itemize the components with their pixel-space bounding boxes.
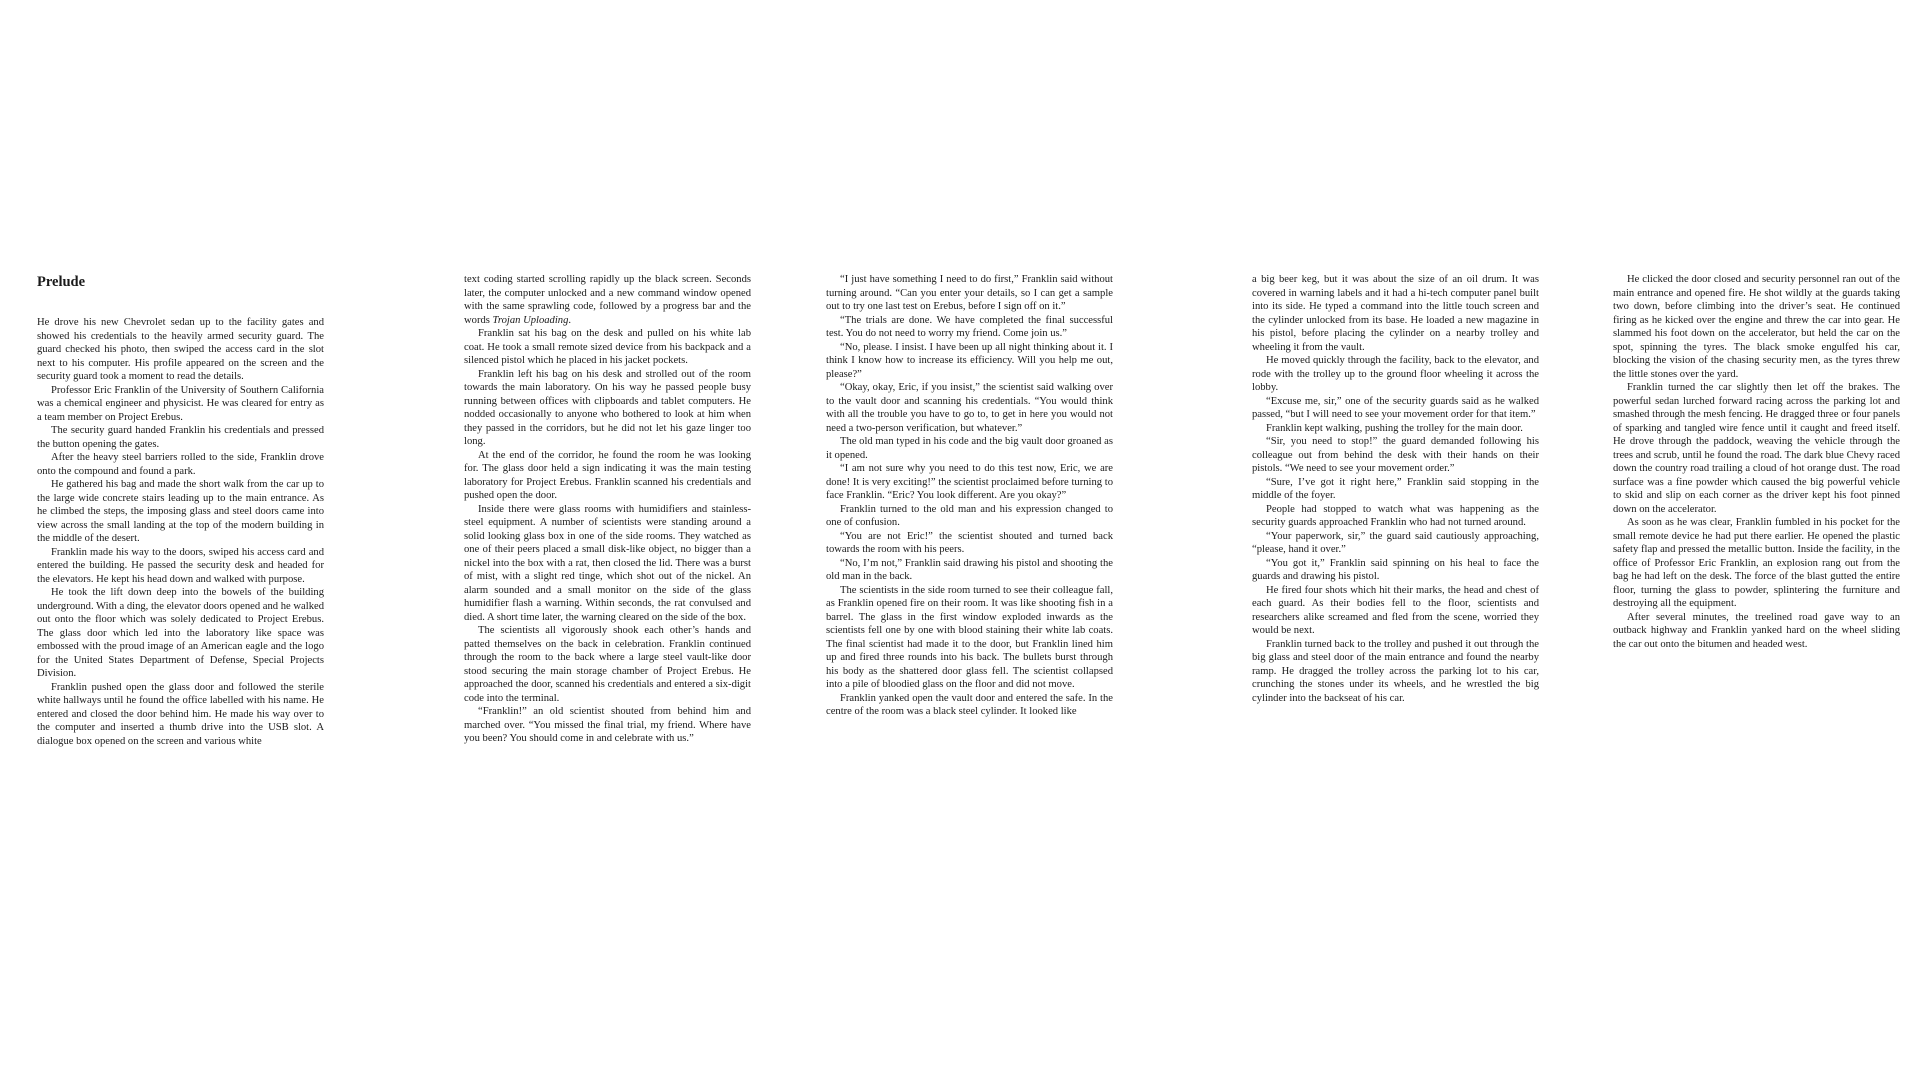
page-3 bbox=[826, 273, 1113, 719]
paragraph-text: Franklin pushed open the glass door and followed the sterile white hallways until he found the office labelled with his name. He entered and closed the door behind him. He made his way over to the computer and inserted a thumb drive into the USB slot. A dialogue box opened on the screen and various white bbox=[37, 681, 324, 747]
paragraph-text: “Sir, you need to stop!” the guard demanded following his colleague out from behind the desk with their hands on their pistols. “We need to see your movement order.” bbox=[1252, 436, 1539, 474]
paragraph bbox=[826, 273, 1113, 314]
paragraph bbox=[37, 478, 324, 546]
paragraph-text: Inside there were glass rooms with humidifiers and stainless-steel equipment. A number of scientists were standing around a solid looking glass box in one of the side rooms. They watched as one of their peers placed a small disk-like object, no bigger than a nickel into the box with a rat, then closed the lid. There was a burst of mist, with a slight red tinge, which shot out of the nickel. An alarm sounded and a small monitor on the side of the glass humidifier flash a warning. Within seconds, the rat convulsed and died. A short time later, the warning cleared on the side of the box. bbox=[464, 503, 751, 623]
paragraph bbox=[826, 530, 1113, 557]
paragraph-text: He fired four shots which hit their marks, the head and chest of each guard. As their bodies fell to the floor, scientists and researchers alike screamed and fled from the scene, worried they would be next. bbox=[1252, 584, 1539, 636]
paragraph-text: “I just have something I need to do first,” Franklin said without turning around. “Can you enter your details, so I can get a sample out to try one last test on Erebus, before I sign off on it.” bbox=[826, 274, 1113, 312]
paragraph-text: People had stopped to watch what was happening as the security guards approached Franklin who had not turned around. bbox=[1252, 503, 1539, 528]
paragraph-text: Franklin turned to the old man and his expression changed to one of confusion. bbox=[826, 503, 1113, 528]
paragraph bbox=[1252, 354, 1539, 395]
paragraph-text: He drove his new Chevrolet sedan up to the facility gates and showed his credentials to the heavily armed security guard. The guard checked his photo, then swiped the access card in the slot next to his computer. His profile appeared on the screen and the security guard took a moment to read the details. bbox=[37, 317, 324, 382]
paragraph bbox=[1252, 435, 1539, 476]
paragraph bbox=[826, 692, 1113, 719]
paragraph-text: The scientists in the side room turned to see their colleague fall, as Franklin opened fire on their room. It was like shooting fish in a barrel. The glass in the first window exploded inwards as the scientists fell one by one with blood staining their white lab coats. The final scientist had made it to the door, but Franklin lined him up and fired three rounds into his back. The bullets burst through his body as the shattered door glass fell. The scientist collapsed into a pile of bloodied glass on the floor and did not move. bbox=[826, 584, 1113, 690]
paragraph-text: text coding started scrolling rapidly up the black screen. Seconds later, the computer unlocked and a new command window opened with the same sprawling code, followed by a progress bar and the words bbox=[464, 274, 751, 326]
page-body bbox=[826, 273, 1113, 719]
page-body bbox=[1613, 273, 1900, 651]
page-body bbox=[1252, 273, 1539, 705]
paragraph-text: The old man typed in his code and the big vault door groaned as it opened. bbox=[826, 436, 1113, 461]
paragraph-text: “Franklin!” an old scientist shouted from behind him and marched over. “You missed the final trial, my friend. Where have you been? You should come in and celebrate with us.” bbox=[464, 706, 751, 744]
paragraph-text: He clicked the door closed and security personnel ran out of the main entrance and opened fire. He shot wildly at the guards taking two down, before climbing into the driver’s seat. He continued firing as he kicked over the engine and threw the car into gear. He slammed his foot down on the accelerator, but held the car on the spot, spinning the tyres. The black smoke engulfed his car, blocking the vision of the chasing security men, as the tyres threw the little stones over the yard. bbox=[1613, 274, 1900, 380]
paragraph bbox=[464, 368, 751, 449]
paragraph-text: “The trials are done. We have completed the final successful test. You do not need to worry my friend. Come join us.” bbox=[826, 314, 1113, 339]
paragraph bbox=[1613, 516, 1900, 611]
paragraph-text: Franklin kept walking, pushing the trolley for the main door. bbox=[1266, 422, 1523, 434]
paragraph bbox=[37, 586, 324, 681]
paragraph-text: a big beer keg, but it was about the size of an oil drum. It was covered in warning labels and it had a hi-tech computer panel built into its side. He typed a command into the little touch screen and the cylinder unlocked from its base. He loaded a new magazine in his pistol, before placing the cylinder on a nearby trolley and wheeling it from the vault. bbox=[1252, 274, 1539, 353]
paragraph-text: “Your paperwork, sir,” the guard said cautiously approaching, “please, hand it over.” bbox=[1252, 530, 1539, 555]
paragraph-text: After the heavy steel barriers rolled to the side, Franklin drove onto the compound and found a park. bbox=[37, 452, 324, 477]
page-body bbox=[464, 273, 751, 746]
paragraph bbox=[826, 314, 1113, 341]
paragraph bbox=[37, 424, 324, 451]
paragraph bbox=[464, 503, 751, 625]
paragraph bbox=[464, 327, 751, 368]
paragraph bbox=[464, 273, 751, 327]
chapter-title: Prelude bbox=[37, 274, 86, 290]
paragraph bbox=[37, 681, 324, 749]
paragraph bbox=[1252, 273, 1539, 354]
page-4 bbox=[1252, 273, 1539, 705]
paragraph-text: The security guard handed Franklin his credentials and pressed the button opening the gates. bbox=[37, 425, 324, 450]
paragraph bbox=[826, 584, 1113, 692]
paragraph-text: “I am not sure why you need to do this test now, Eric, we are done! It is very exciting!” the scientist proclaimed before turning to face Franklin. “Eric? You look different. Are you okay?” bbox=[826, 463, 1113, 501]
paragraph-text: The scientists all vigorously shook each other’s hands and patted themselves on the back in celebration. Franklin continued through the room to the back where a large steel vault-like door stood securing the main storage chamber of Project Erebus. He approached the door, scanned his credentials and entered a six-digit code into the terminal. bbox=[464, 625, 751, 704]
paragraph bbox=[1252, 584, 1539, 638]
paragraph bbox=[37, 384, 324, 425]
paragraph-text: He took the lift down deep into the bowels of the building underground. With a ding, the elevator doors opened and he walked out onto the floor which was solely dedicated to Project Erebus. The glass door which led into the laboratory like space was embossed with the proud image of an American eagle and the logo for the United States Department of Defense, Special Projects Division. bbox=[37, 587, 324, 679]
paragraph-text: After several minutes, the treelined road gave way to an outback highway and Franklin yanked hard on the wheel sliding the car out onto the bitumen and headed west. bbox=[1613, 611, 1900, 650]
paragraph bbox=[1252, 422, 1539, 436]
page-5 bbox=[1613, 273, 1900, 651]
paragraph-text: Franklin left his bag on his desk and strolled out of the room towards the main laboratory. On his way he passed people busy running between offices with clipboards and tablet computers. He nodded occasionally to anyone who bothered to look at him when they passed in the corridors, but he did not let his gaze linger too long. bbox=[464, 368, 751, 447]
paragraph bbox=[826, 435, 1113, 462]
paragraph bbox=[1613, 273, 1900, 381]
paragraph-text: Franklin yanked open the vault door and entered the safe. In the centre of the room was a black steel cylinder. It looked like bbox=[826, 692, 1113, 717]
paragraph-text: “You are not Eric!” the scientist shouted and turned back towards the room with his peers. bbox=[826, 530, 1113, 555]
paragraph bbox=[826, 503, 1113, 530]
paragraph bbox=[826, 462, 1113, 503]
paragraph-text: “You got it,” Franklin said spinning on his heal to face the guards and drawing his pistol. bbox=[1252, 557, 1539, 582]
paragraph bbox=[1252, 476, 1539, 503]
paragraph-text: Franklin turned the car slightly then let off the brakes. The powerful sedan lurched forward racing across the parking lot and smashed through the mesh fencing. He dragged three or four panels of sparking and tangled wire fence until it caught and freed itself. He drove through the paddock, weaving the vehicle through the trees and scrub, until he found the road. The dark blue Chevy raced down the country road trailing a cloud of hot orange dust. The road surface was a fine powder which caused the big powerful vehicle to skid and slip on each corner as the driver kept his foot pinned down on the accelerator. bbox=[1613, 382, 1900, 515]
page-body bbox=[37, 316, 324, 748]
paragraph bbox=[1252, 557, 1539, 584]
paragraph-text: “No, I’m not,” Franklin said drawing his pistol and shooting the old man in the back. bbox=[826, 557, 1113, 582]
paragraph-text: He moved quickly through the facility, back to the elevator, and rode with the trolley up to the ground floor wheeling it across the lobby. bbox=[1252, 355, 1539, 393]
italic-phrase: Trojan Uploading bbox=[492, 314, 569, 326]
paragraph-text: “Sure, I’ve got it right here,” Franklin said stopping in the middle of the foyer. bbox=[1252, 476, 1539, 501]
page-1 bbox=[37, 273, 324, 748]
paragraph bbox=[826, 381, 1113, 435]
paragraph bbox=[1252, 395, 1539, 422]
paragraph bbox=[37, 546, 324, 587]
paragraph-text: At the end of the corridor, he found the room he was looking for. The glass door held a sign indicating it was the main testing laboratory for Project Erebus. Franklin scanned his credentials and pushed open the door. bbox=[464, 449, 751, 501]
paragraph bbox=[37, 451, 324, 478]
paragraph-text: Franklin sat his bag on the desk and pulled on his white lab coat. He took a small remote sized device from his backpack and a silenced pistol which he placed in his jacket pockets. bbox=[464, 328, 751, 366]
paragraph-text: Franklin made his way to the doors, swiped his access card and entered the building. He passed the security desk and headed for the elevators. He kept his head down and walked with purpose. bbox=[37, 546, 324, 585]
paragraph-text: “Excuse me, sir,” one of the security guards said as he walked passed, “but I will need to see your movement order for that item.” bbox=[1252, 395, 1539, 420]
paragraph bbox=[464, 624, 751, 705]
paragraph-text: “No, please. I insist. I have been up all night thinking about it. I think I know how to increase its efficiency. Will you help me out, please?” bbox=[826, 341, 1113, 380]
paragraph bbox=[464, 449, 751, 503]
paragraph bbox=[826, 341, 1113, 382]
paragraph-text: As soon as he was clear, Franklin fumbled in his pocket for the small remote device he had put there earlier. He opened the plastic safety flap and pressed the metallic button. Inside the facility, in the office of Professor Eric Franklin, an explosion rang out from the bag he had left on the desk. The force of the blast gutted the entire floor, turning the glass to powder, splintering the furniture and destroying all the equipment. bbox=[1613, 517, 1900, 609]
paragraph bbox=[1613, 611, 1900, 652]
paragraph-text: He gathered his bag and made the short walk from the car up to the large wide concrete stairs leading up to the main entrance. As he climbed the steps, the imposing glass and steel doors came into view across the small landing at the top of the modern building in the middle of the desert. bbox=[37, 479, 324, 544]
paragraph-tail: . bbox=[568, 314, 572, 326]
paragraph bbox=[1252, 530, 1539, 557]
paragraph bbox=[464, 705, 751, 746]
paragraph bbox=[1252, 638, 1539, 706]
paragraph-text: Professor Eric Franklin of the University of Southern California was a chemical engineer and physicist. He was cleared for entry as a team member on Project Erebus. bbox=[37, 384, 324, 423]
paragraph bbox=[37, 316, 324, 384]
paragraph bbox=[826, 557, 1113, 584]
paragraph-text: “Okay, okay, Eric, if you insist,” the scientist said walking over to the vault door and scanning his credentials. “You would think with all the trouble you have to go to, to get in here you would not need a two-person verification, but whatever.” bbox=[826, 382, 1113, 434]
paragraph bbox=[1252, 503, 1539, 530]
paragraph-text: Franklin turned back to the trolley and pushed it out through the big glass and steel door of the main entrance and found the nearby ramp. He dragged the trolley across the parking lot to his car, crunching the stones under its wheels, and he wrestled the big cylinder into the backseat of his car. bbox=[1252, 638, 1539, 704]
page-2 bbox=[464, 273, 751, 746]
paragraph bbox=[1613, 381, 1900, 516]
